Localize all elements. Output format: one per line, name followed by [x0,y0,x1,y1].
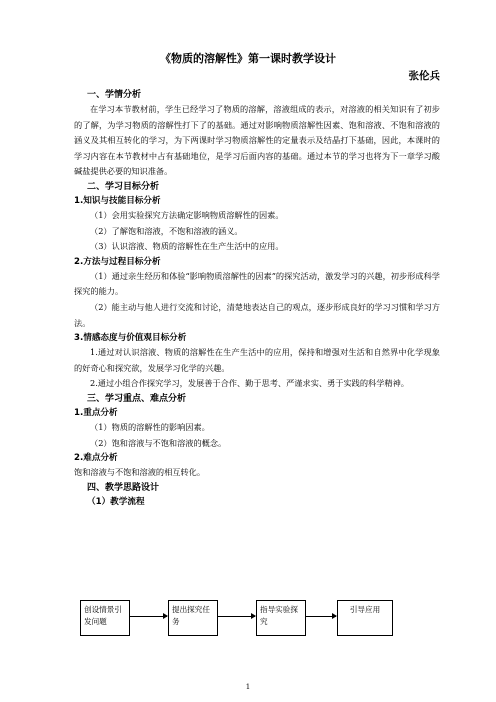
list-item: （1）通过亲生经历和体验“影响物质溶解性的因素”的探究活动，激发学习的兴趣，初步形成科学探究的能力。 [74,270,440,297]
section-1-heading: 一、学情分析 [87,90,142,100]
flow-arrow [130,616,167,617]
list-item: （1）物质的溶解性的影响因素。 [90,421,210,432]
section-3-sub-1: 1.重点分析 [74,407,118,418]
section-4-heading: 四、教学思路设计 [87,482,160,493]
paragraph: 饱和溶液与不饱和溶液的相互转化。 [74,467,206,478]
document-title: 《物质的溶解性》第一课时教学设计 [160,52,336,65]
author-name: 张伦兵 [408,70,440,82]
flow-step-1: 创设情景引发问题 [80,600,130,636]
flow-step-4: 引导应用 [337,600,393,636]
list-item: 1.通过对认识溶液、物质的溶解性在生产生活中的应用，保持和增强对生活和自然界中化学现象的好奇心和探究欲，发展学习化学的兴趣。 [74,347,440,373]
section-2-sub-3: 3.情感态度与价值观目标分析 [74,333,187,344]
page-number: 1 [245,683,251,691]
section-4-sub-1: （1）教学流程 [87,496,145,507]
list-item: （2）能主动与他人进行交流和讨论，清楚地表达自己的观点，逐步形成良好的学习习惯和学习方法。 [74,301,440,328]
section-2-heading: 二、学习目标分析 [87,181,160,192]
flow-arrow [218,616,255,617]
section-2-sub-2: 2.方法与过程目标分析 [74,256,161,267]
section-3-sub-2: 2.难点分析 [74,453,118,464]
list-item: （3）认识溶液、物质的溶解性在生产生活中的应用。 [90,241,284,252]
teaching-flow-diagram [80,600,410,640]
list-item: （1）会用实验探究方法确定影响物质溶解性的因素。 [90,209,284,220]
list-item: （2）了解饱和溶液，不饱和溶液的涵义。 [90,225,243,236]
flow-step-3: 指导实验探究 [256,600,306,636]
section-2-sub-1: 1.知识与技能目标分析 [74,195,161,206]
section-3-heading: 三、学习重点、难点分析 [87,393,187,404]
flow-arrow [306,616,336,617]
list-item: （2）饱和溶液与不饱和溶液的概念。 [90,437,227,448]
list-item: 2.通过小组合作探究学习，发展善于合作、勤于思考、严谨求实、勇于实践的科学精神。 [90,378,409,389]
flow-step-2: 提出探究任务 [168,600,218,636]
section-1-paragraph: 在学习本节教材前，学生已经学习了物质的溶解，溶液组成的表示，对溶液的相关知识有了初步的了解，为学习物质的溶解性打下了的基础。通过对影响物质溶解性因素、饱和溶液、不饱和溶液的涵义及其相互转化的学习，为下两课时学习物质溶解性的定量表示及结晶打下基础，因此，本课时的学习内容在本节教材中占有基础地位，是学习后面内容的基础。通过本节的学习也将为下一章学习酸碱盐提供必要的知识准备。 [74,104,440,177]
document-body [74,88,440,509]
